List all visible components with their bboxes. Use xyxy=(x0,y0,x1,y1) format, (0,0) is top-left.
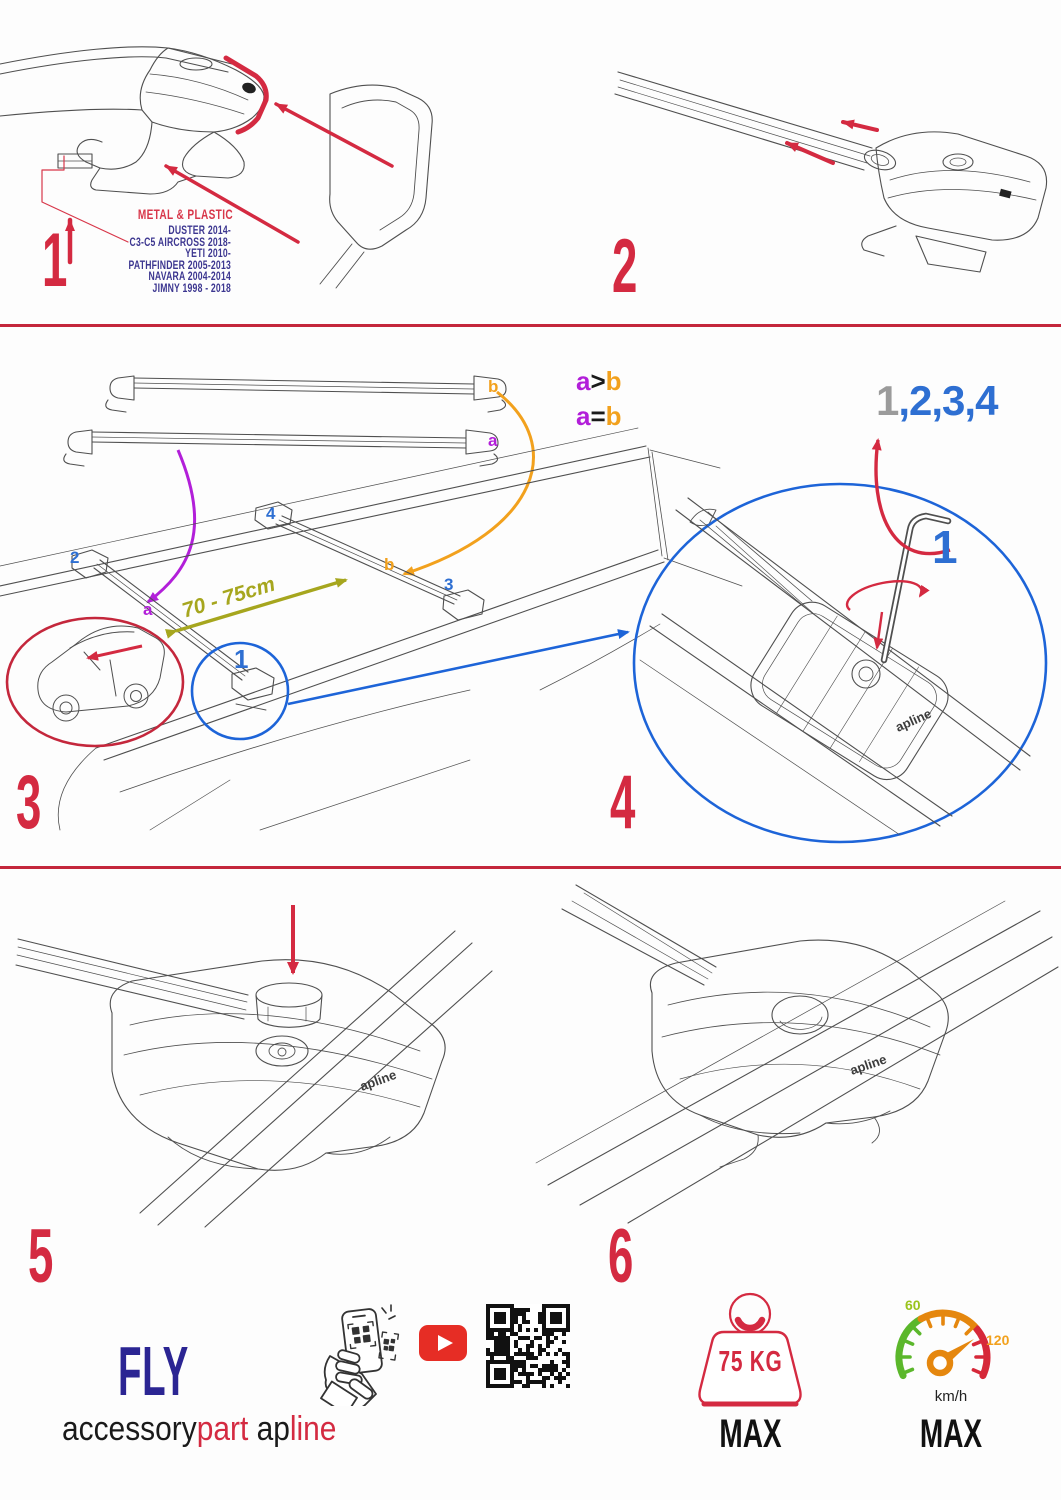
legend-b: b xyxy=(605,366,622,396)
target-qr xyxy=(379,1332,398,1360)
step4-detail-ellipse xyxy=(634,484,1046,842)
step6-foot-drawing xyxy=(536,885,1058,1223)
step-number-1: 1 xyxy=(42,218,66,303)
tightening-sequence-label xyxy=(876,377,998,424)
model-line: C3-C5 AIRCROSS 2018- xyxy=(129,234,231,249)
car-direction-inset xyxy=(7,618,183,746)
max-weight-value: 75 KG xyxy=(718,1346,783,1378)
legend-a: a xyxy=(576,366,591,396)
step-number-6: 6 xyxy=(608,1214,632,1299)
detail-connector-line xyxy=(288,632,628,704)
front-direction-arrow xyxy=(88,646,142,658)
model-line: PATHFINDER 2005-2013 xyxy=(128,257,231,272)
gauge-high-label: 120 xyxy=(986,1332,1010,1348)
cover-insert-arrow xyxy=(276,104,392,166)
crossbar-endcap-drawing xyxy=(0,47,264,194)
foot-logo-text: apline xyxy=(357,1066,399,1094)
model-line: DUSTER 2014- xyxy=(168,223,231,237)
insert-arrow-bottom xyxy=(787,143,833,163)
bar-a-label: a xyxy=(488,431,498,450)
vehicle-model-list xyxy=(1,218,231,303)
roof-b-label: b xyxy=(384,555,395,574)
step3-step4-illustration xyxy=(0,360,1061,860)
legend-op: > xyxy=(590,366,606,396)
sequence-first: 1 xyxy=(876,377,899,424)
model-line: NAVARA 2004-2014 xyxy=(148,269,231,284)
crossbar-a-drawing xyxy=(64,430,498,466)
rotate-arrow xyxy=(847,581,922,610)
legend-op: = xyxy=(590,401,606,431)
step2-bar-foot-drawing xyxy=(615,72,1047,272)
max-speed-label: MAX xyxy=(919,1412,983,1456)
step-number-2: 2 xyxy=(612,224,636,309)
product-name: FLY xyxy=(118,1332,189,1410)
step-number-3: 3 xyxy=(16,760,40,845)
red-highlight-edge xyxy=(226,58,266,132)
brand-wordmark xyxy=(62,1412,336,1446)
brand-word-accessory: accessory xyxy=(62,1410,197,1448)
roof-a-label: a xyxy=(143,600,153,619)
length-legend-gt xyxy=(576,368,622,394)
brand-word-part: part xyxy=(196,1410,249,1448)
step-number-5: 5 xyxy=(28,1214,52,1299)
foot-logo-text: apline xyxy=(848,1051,889,1078)
gauge-low-label: 60 xyxy=(905,1297,921,1313)
foot-label-2: 2 xyxy=(70,548,80,567)
model-line: JIMNY 1998 - 2018 xyxy=(152,280,231,295)
scan-ticks xyxy=(382,1305,395,1319)
section-divider xyxy=(0,866,1061,869)
speed-unit-label: km/h xyxy=(934,1388,968,1405)
legend-b: b xyxy=(605,401,622,431)
youtube-icon xyxy=(419,1325,467,1361)
foot-label-4: 4 xyxy=(266,504,276,523)
brand-word-line: line xyxy=(289,1410,337,1448)
foot-logo-text: apline xyxy=(893,705,934,735)
car-drawing xyxy=(38,626,165,721)
foot-label-1: 1 xyxy=(234,644,249,674)
step5-step6-illustration xyxy=(0,875,1061,1237)
bar-a-position-curve xyxy=(148,450,195,602)
foot-label-3: 3 xyxy=(444,575,454,594)
scan-qr-phone-icon xyxy=(318,1296,408,1406)
gauge-hub xyxy=(930,1353,950,1373)
first-bolt-label: 1 xyxy=(932,521,958,573)
brand-word-ap: ap xyxy=(256,1410,290,1448)
rail-and-foot-drawing xyxy=(640,498,1030,835)
legend-a: a xyxy=(576,401,591,431)
crossbar-b-drawing xyxy=(106,376,506,412)
bar-b-label: b xyxy=(488,377,499,396)
length-legend-eq xyxy=(576,403,622,429)
section-divider xyxy=(0,324,1061,327)
insert-arrow-top xyxy=(843,122,877,130)
sequence-rest: ,2,3,4 xyxy=(898,377,998,424)
material-label-text: METAL & PLASTIC xyxy=(137,206,233,222)
max-weight-label: MAX xyxy=(719,1412,782,1456)
lock-knob-drawing xyxy=(256,983,322,1027)
bar-b-position-curve xyxy=(404,392,533,574)
model-line: YETI 2010- xyxy=(185,246,231,261)
mounted-crossbars-drawing xyxy=(72,502,484,710)
brand-logo-mark xyxy=(999,189,1011,199)
step5-foot-drawing xyxy=(16,931,492,1227)
cover-piece-drawing xyxy=(320,85,432,288)
distance-label: 70 - 75cm xyxy=(179,572,278,623)
step-number-4: 4 xyxy=(610,760,634,845)
qr-code xyxy=(486,1304,570,1388)
